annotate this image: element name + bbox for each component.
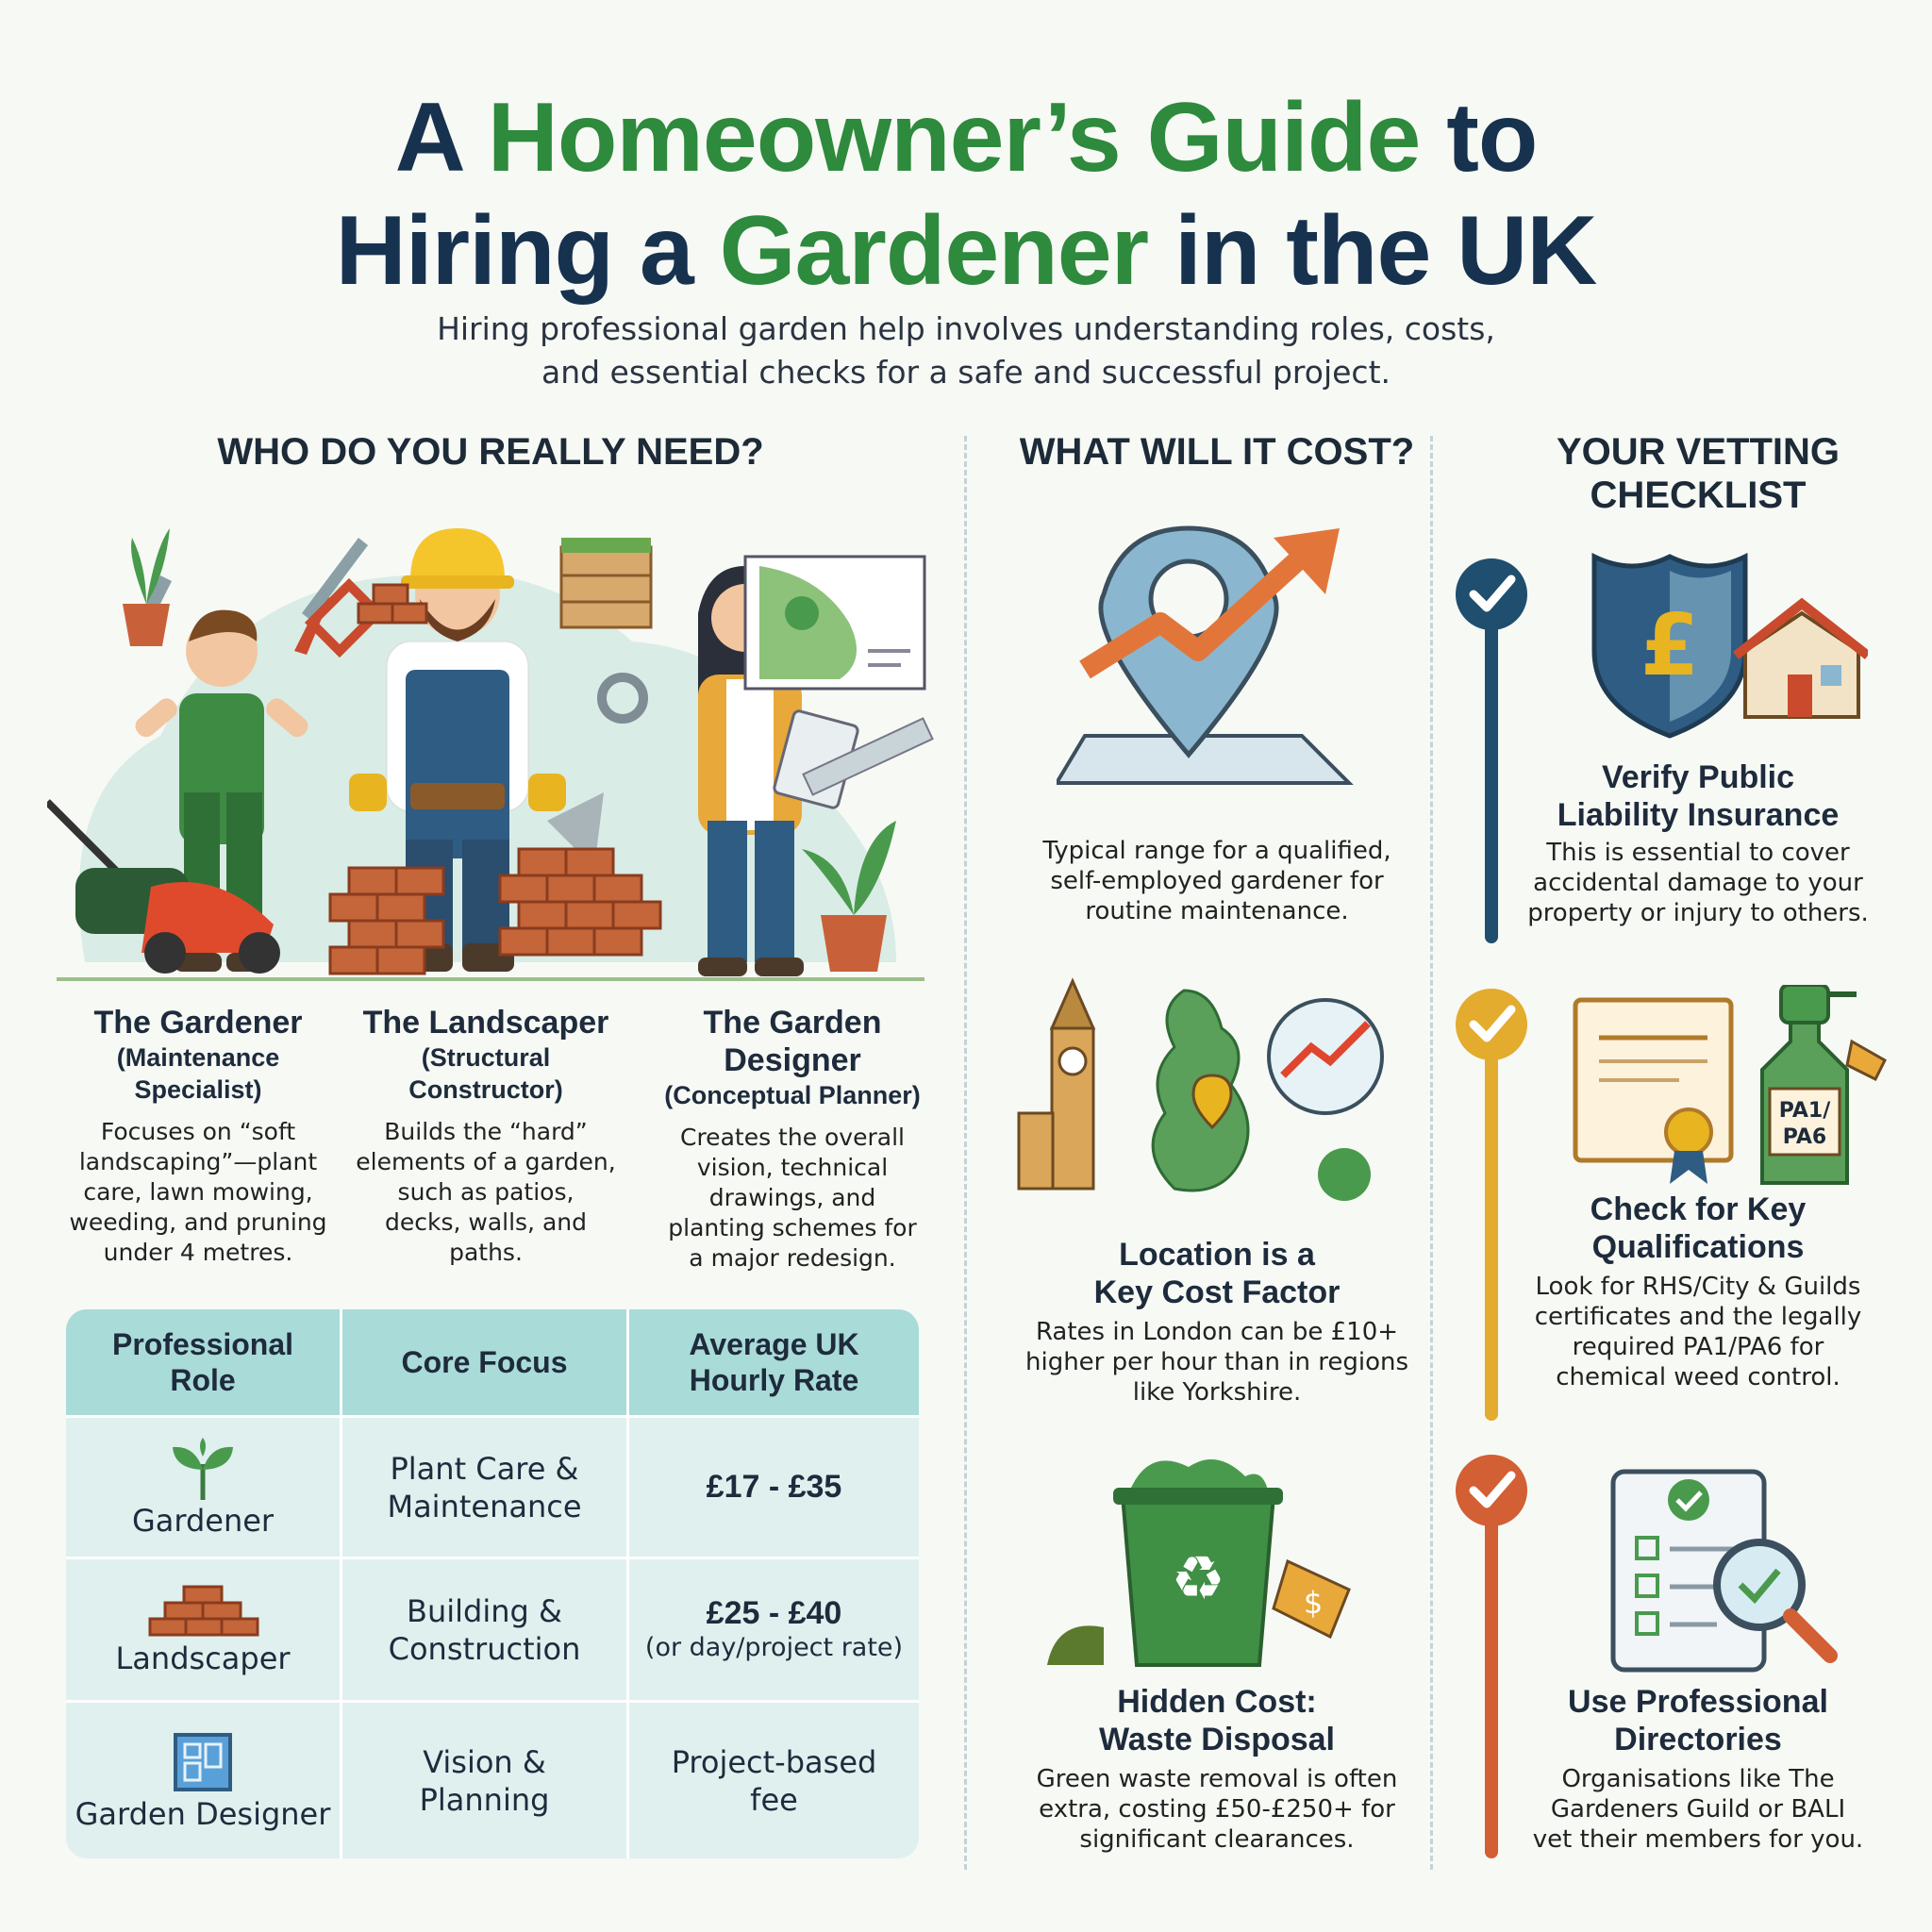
insurance-shield-icon xyxy=(1585,547,1868,745)
rates-table xyxy=(66,1309,919,1858)
checklist-item-insurance: Verify Public Liability Insurance This is essential to cover accidental damage to your property or injury to others. xyxy=(1527,759,1869,927)
role-card-landscaper: The Landscaper (Structural Constructor) Builds the “hard” elements of a garden, such as patios, decks, walls, and paths. xyxy=(356,1005,616,1266)
garden-plan-icon xyxy=(745,557,924,689)
green-waste-bin-icon xyxy=(1047,1448,1377,1674)
table-header-focus: Core Focus xyxy=(401,1345,568,1379)
table-cell-rate: £17 - £35 xyxy=(706,1469,842,1505)
page-title xyxy=(0,81,1932,308)
column-divider-right xyxy=(1430,436,1433,1870)
svg-text:£: £ xyxy=(1640,596,1700,695)
svg-text:$: $ xyxy=(1303,1585,1324,1621)
table-cell-focus: Building & Construction xyxy=(388,1592,581,1667)
svg-text:♻: ♻ xyxy=(1171,1544,1225,1614)
title-line-1: A Homeowner’s Guide to xyxy=(394,83,1538,192)
column-divider-left xyxy=(964,436,967,1870)
professionals-illustration xyxy=(47,509,934,981)
table-row: Garden Designer xyxy=(66,1703,340,1858)
location-price-rise-icon xyxy=(1057,519,1358,802)
section-heading-vetting: YOUR VETTING CHECKLIST xyxy=(1556,431,1840,516)
svg-text:PA1/: PA1/ xyxy=(1778,1099,1831,1123)
role-card-garden-designer: The Garden Designer (Conceptual Planner) Creates the overall vision, technical drawings, and planting schemes for a major redesign. xyxy=(664,1005,921,1272)
title-line-2: Hiring a Gardener in the UK xyxy=(335,196,1597,306)
section-heading-who: WHO DO YOU REALLY NEED? xyxy=(217,431,764,473)
table-cell-rate: Project-based fee xyxy=(671,1743,877,1818)
blueprint-icon xyxy=(170,1729,236,1795)
bricks-icon xyxy=(146,1583,259,1640)
page-subtitle: Hiring professional garden help involves understanding roles, costs, and essential checks for a safe and successful project. xyxy=(437,310,1495,391)
table-header-role: Professional Role xyxy=(111,1327,294,1397)
cost-location-card: Location is a Key Cost Factor Rates in London can be £10+ higher per hour than in regions like Yorkshire. xyxy=(1025,1237,1408,1407)
directory-search-icon xyxy=(1604,1462,1849,1679)
table-header-rate: Average UK Hourly Rate xyxy=(689,1327,859,1397)
table-row: Gardener xyxy=(66,1418,340,1557)
cost-waste-card: Hidden Cost: Waste Disposal Green waste removal is often extra, costing £50-£250+ for significant clearances. xyxy=(1036,1684,1398,1854)
spray-bottle-icon xyxy=(1753,985,1894,1192)
svg-text:PA6: PA6 xyxy=(1782,1125,1827,1149)
checklist-item-qualifications: Check for Key Qualifications Look for RHS/City & Guilds certificates and the legally required PA1/PA6 for chemical weed control. xyxy=(1534,1191,1862,1391)
paving-tile-icon xyxy=(561,538,651,627)
table-cell-focus: Vision & Planning xyxy=(419,1743,550,1818)
table-cell-rate: £25 - £40 (or day/project rate) xyxy=(644,1595,904,1662)
sprout-icon xyxy=(165,1436,241,1502)
checklist-item-directories: Use Professional Directories Organisations like The Gardeners Guild or BALI vet their members for you. xyxy=(1532,1684,1864,1854)
role-card-gardener: The Gardener (Maintenance Specialist) Focuses on “soft landscaping”—plant care, lawn mowing, weeding, and pruning under 4 metres. xyxy=(69,1005,327,1266)
uk-map-icon xyxy=(1014,972,1391,1208)
table-row: Landscaper xyxy=(66,1559,340,1700)
table-cell-focus: Plant Care & Maintenance xyxy=(387,1450,582,1524)
section-heading-cost: WHAT WILL IT COST? xyxy=(1019,431,1415,473)
cost-typical-text: Typical range for a qualified, self-employed gardener for routine maintenance. xyxy=(1042,837,1391,925)
